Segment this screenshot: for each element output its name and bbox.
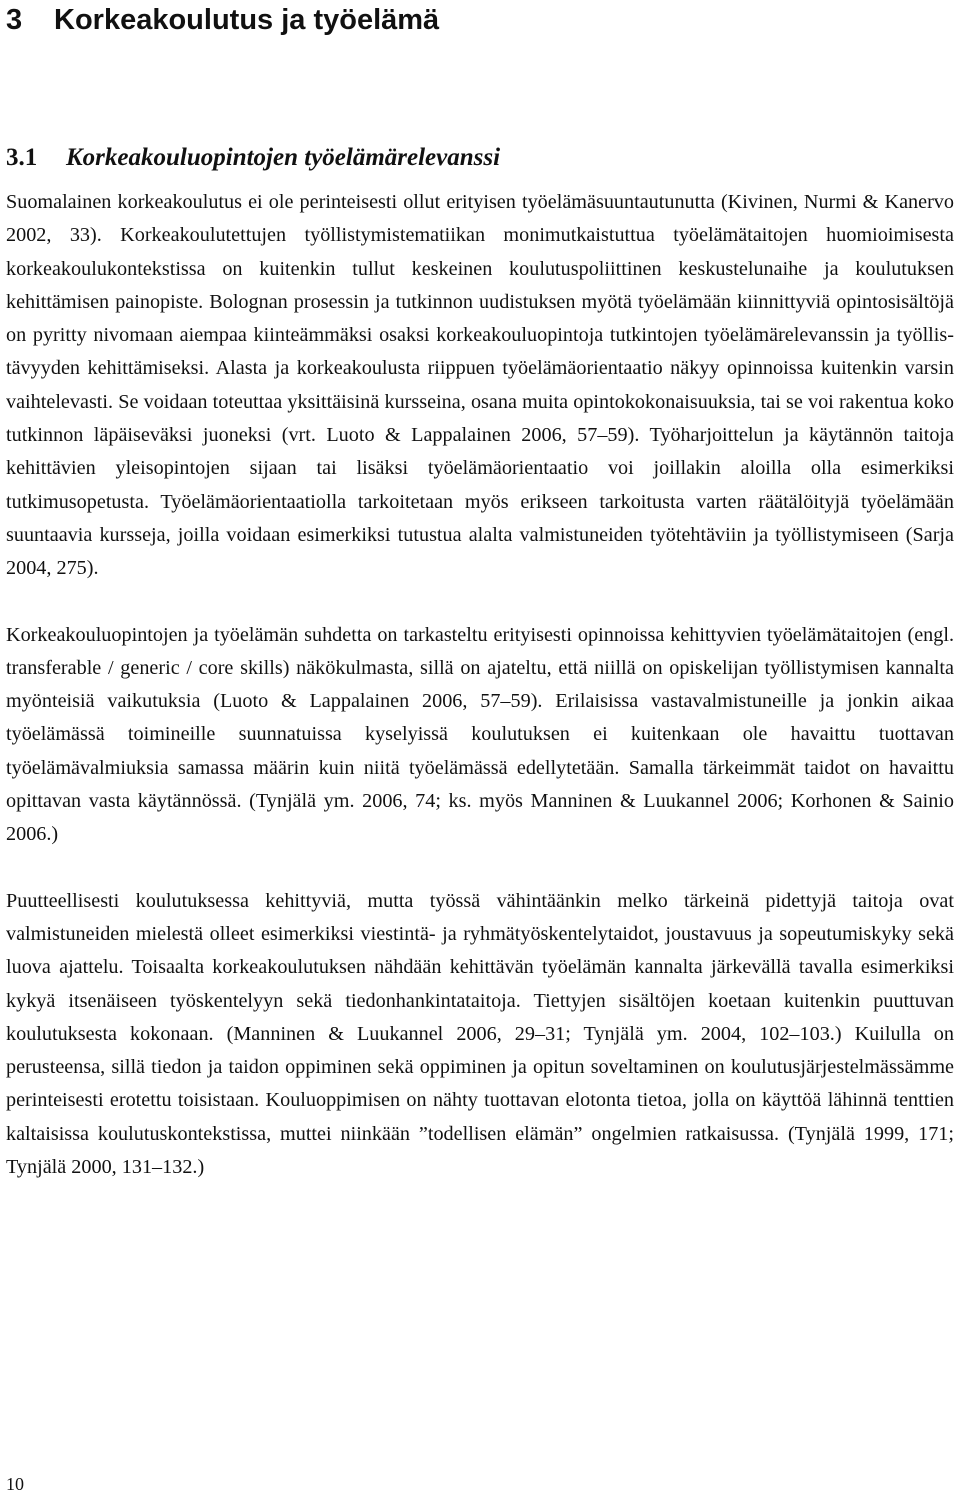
section-heading [6,142,954,174]
chapter-heading [6,0,954,38]
chapter-number: 3 [6,4,23,36]
section-title: Korkeakouluopintojen työelämärelevanssi [66,144,501,171]
chapter-title: Korkeakoulutus ja työelämä [54,4,440,36]
document-page [6,0,954,1184]
body-paragraph-2: Korkeakouluopintojen ja työelämän suhdetta on tarkasteltu erityisesti opinnoissa kehittyvien työelämätaitojen (engl. transferable / generic / core skills) näkökulmasta, sillä on ajateltu, että niillä on opiskelijan työllistymisen kannalta myönteisiä vaikutuksia (Luoto & Lappalainen 2006, 57–59). Erilaisissa vastavalmistuneille ja jonkin aikaa työelämässä toimineille suunnatuissa kyselyissä koulutuksen ei kuitenkaan ole havaittu tuottavan työelämävalmiuksia samassa määrin kuin niitä työelämässä edellytetään. Samalla tärkeimmät taidot on havaittu opittavan vasta käytännössä. (Tynjälä ym. 2006, 74; ks. myös Manninen & Luukannel 2006; Korhonen & Sainio 2006.) [6,623,954,846]
body-paragraph-3: Puutteellisesti koulutuksessa kehittyviä, mutta työssä vähintäänkin melko tärkeinä pidettyjä taitoja ovat valmistuneiden mielestä olleet esimerkiksi viestintä- ja ryhmätyöskentelytaidot, joustavuus ja sopeutumiskyky sekä luova ajattelu. Toisaalta korkeakoulutuksen nähdään kehittävän työelämän kannalta järkevällä tavalla esimerkiksi kykyä itsenäiseen työskentelyyn sekä tiedonhankintataitoja. Tiettyjen sisältöjen koetaan kuitenkin puuttuvan koulutuksesta kokonaan. (Manninen & Luukannel 2006, 29–31; Tynjälä ym. 2004, 102–103.) Kuilulla on perusteensa, sillä tiedon ja taidon oppiminen sekä oppiminen ja opitun soveltaminen on koulutusjärjestelmässämme perinteisesti erotettu toisistaan. Kouluoppimisen on nähty tuottavan elotonta tietoa, jolla on käyttöä lähinnä tenttien kaltaisissa koulutuskontekstissa, muttei niinkään ”todellisen elämän” ongelmien ratkaisussa. (Tynjälä 1999, 171; Tynjälä 2000, 131–132.) [6,889,954,1179]
page-number: 10 [6,1474,24,1494]
body-paragraph-1: Suomalainen korkeakoulutus ei ole perinteisesti ollut erityisen työelämäsuuntautunutta (Kivinen, Nurmi & Kanervo 2002, 33). Korkeakoulutettujen työllistymistematiikan monimutkaistuttua työelämätaitojen huomioimisesta korkeakoulukontekstissa on kuitenkin tullut keskeinen koulutuspoliittinen keskustelunaihe ja koulutuksen kehittämisen painopiste. Bolognan prosessin ja tutkinnon uudistuksen myötä työelämään kiinnittyviä opintosisältöjä on pyritty nivomaan aiempaa kiinteämmäksi osaksi korkeakouluopintoja tutkintojen työelämärelevanssin ja työllistävyyden kehittämiseksi. Alasta ja korkeakoulusta riippuen työelämäorientaatio näkyy opinnoissa kuitenkin varsin vaihtelevasti. Se voidaan toteuttaa yksittäisinä kursseina, osana muita opintokokonaisuuksia, tai se voi rakentua koko tutkinnon läpäiseväksi juoneksi (vrt. Luoto & Lappalainen 2006, 57–59). Työharjoittelun ja käytännön taitoja kehittävien yleisopintojen sijaan tai lisäksi työelämäorientaatio voi joillakin aloilla olla esimerkiksi tutkimusopetusta. Työelämäorientaatiolla tarkoitetaan myös erikseen tarkoitusta varten räätälöityjä työelämään suuntaavia kursseja, joilla voidaan esimerkiksi tutustua alalta valmistuneiden työtehtäviin ja työllistymiseen (Sarja 2004, 275). [6,191,954,580]
section-number: 3.1 [6,144,38,171]
